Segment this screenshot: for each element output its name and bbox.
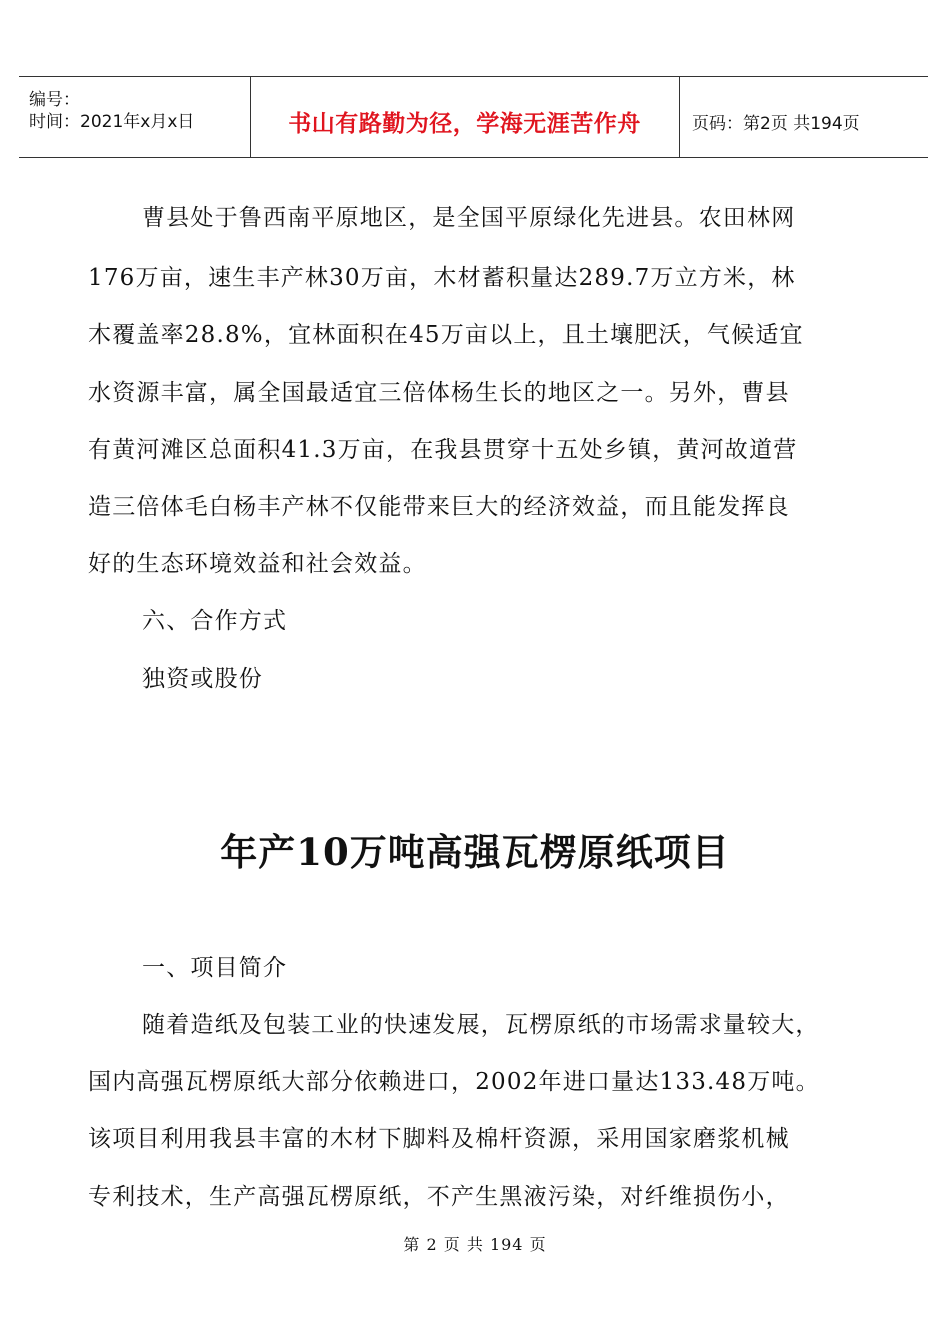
cooperation-text: 独资或股份 <box>142 666 263 692</box>
paragraph-line: 国内高强瓦楞原纸大部分依赖进口，2002年进口量达133.48万吨。 <box>88 1069 820 1095</box>
paragraph-line: 专利技术，生产高强瓦楞原纸，不产生黑液污染，对纤维损伤小， <box>88 1184 790 1210</box>
project-title: 年产10万吨高强瓦楞原纸项目 <box>220 830 730 874</box>
header-page-info: 页码：第2页 共194页 <box>692 114 860 134</box>
paragraph-line: 176万亩，速生丰产林30万亩，木材蓄积量达289.7万立方米，林 <box>88 265 796 291</box>
intro-heading: 一、项目简介 <box>142 955 288 981</box>
paragraph-line: 随着造纸及包装工业的快速发展，瓦楞原纸的市场需求量较大， <box>142 1012 820 1038</box>
paragraph-line: 水资源丰富，属全国最适宜三倍体杨生长的地区之一。另外，曹县 <box>88 380 790 406</box>
page-footer: 第 2 页 共 194 页 <box>403 1235 547 1254</box>
page-header <box>19 76 928 158</box>
paragraph-line: 有黄河滩区总面积41.3万亩，在我县贯穿十五处乡镇，黄河故道营 <box>88 437 798 463</box>
header-meta-cell <box>19 77 251 157</box>
cooperation-heading: 六、合作方式 <box>142 608 288 634</box>
paragraph-line: 造三倍体毛白杨丰产林不仅能带来巨大的经济效益，而且能发挥良 <box>88 494 790 520</box>
header-motto-cell <box>250 77 680 157</box>
header-motto: 书山有路勤为径，学海无涯苦作舟 <box>288 111 641 137</box>
paragraph-line: 木覆盖率28.8%，宜林面积在45万亩以上，且土壤肥沃，气候适宜 <box>88 322 804 348</box>
paragraph-line: 好的生态环境效益和社会效益。 <box>88 551 427 577</box>
header-page-cell <box>679 77 928 157</box>
paragraph-line: 曹县处于鲁西南平原地区，是全国平原绿化先进县。农田林网 <box>142 205 796 231</box>
document-time-label: 时间：2021年x月x日 <box>29 112 195 132</box>
paragraph-line: 该项目利用我县丰富的木材下脚料及棉杆资源，采用国家磨浆机械 <box>88 1126 790 1152</box>
document-number-label: 编号： <box>29 90 80 110</box>
